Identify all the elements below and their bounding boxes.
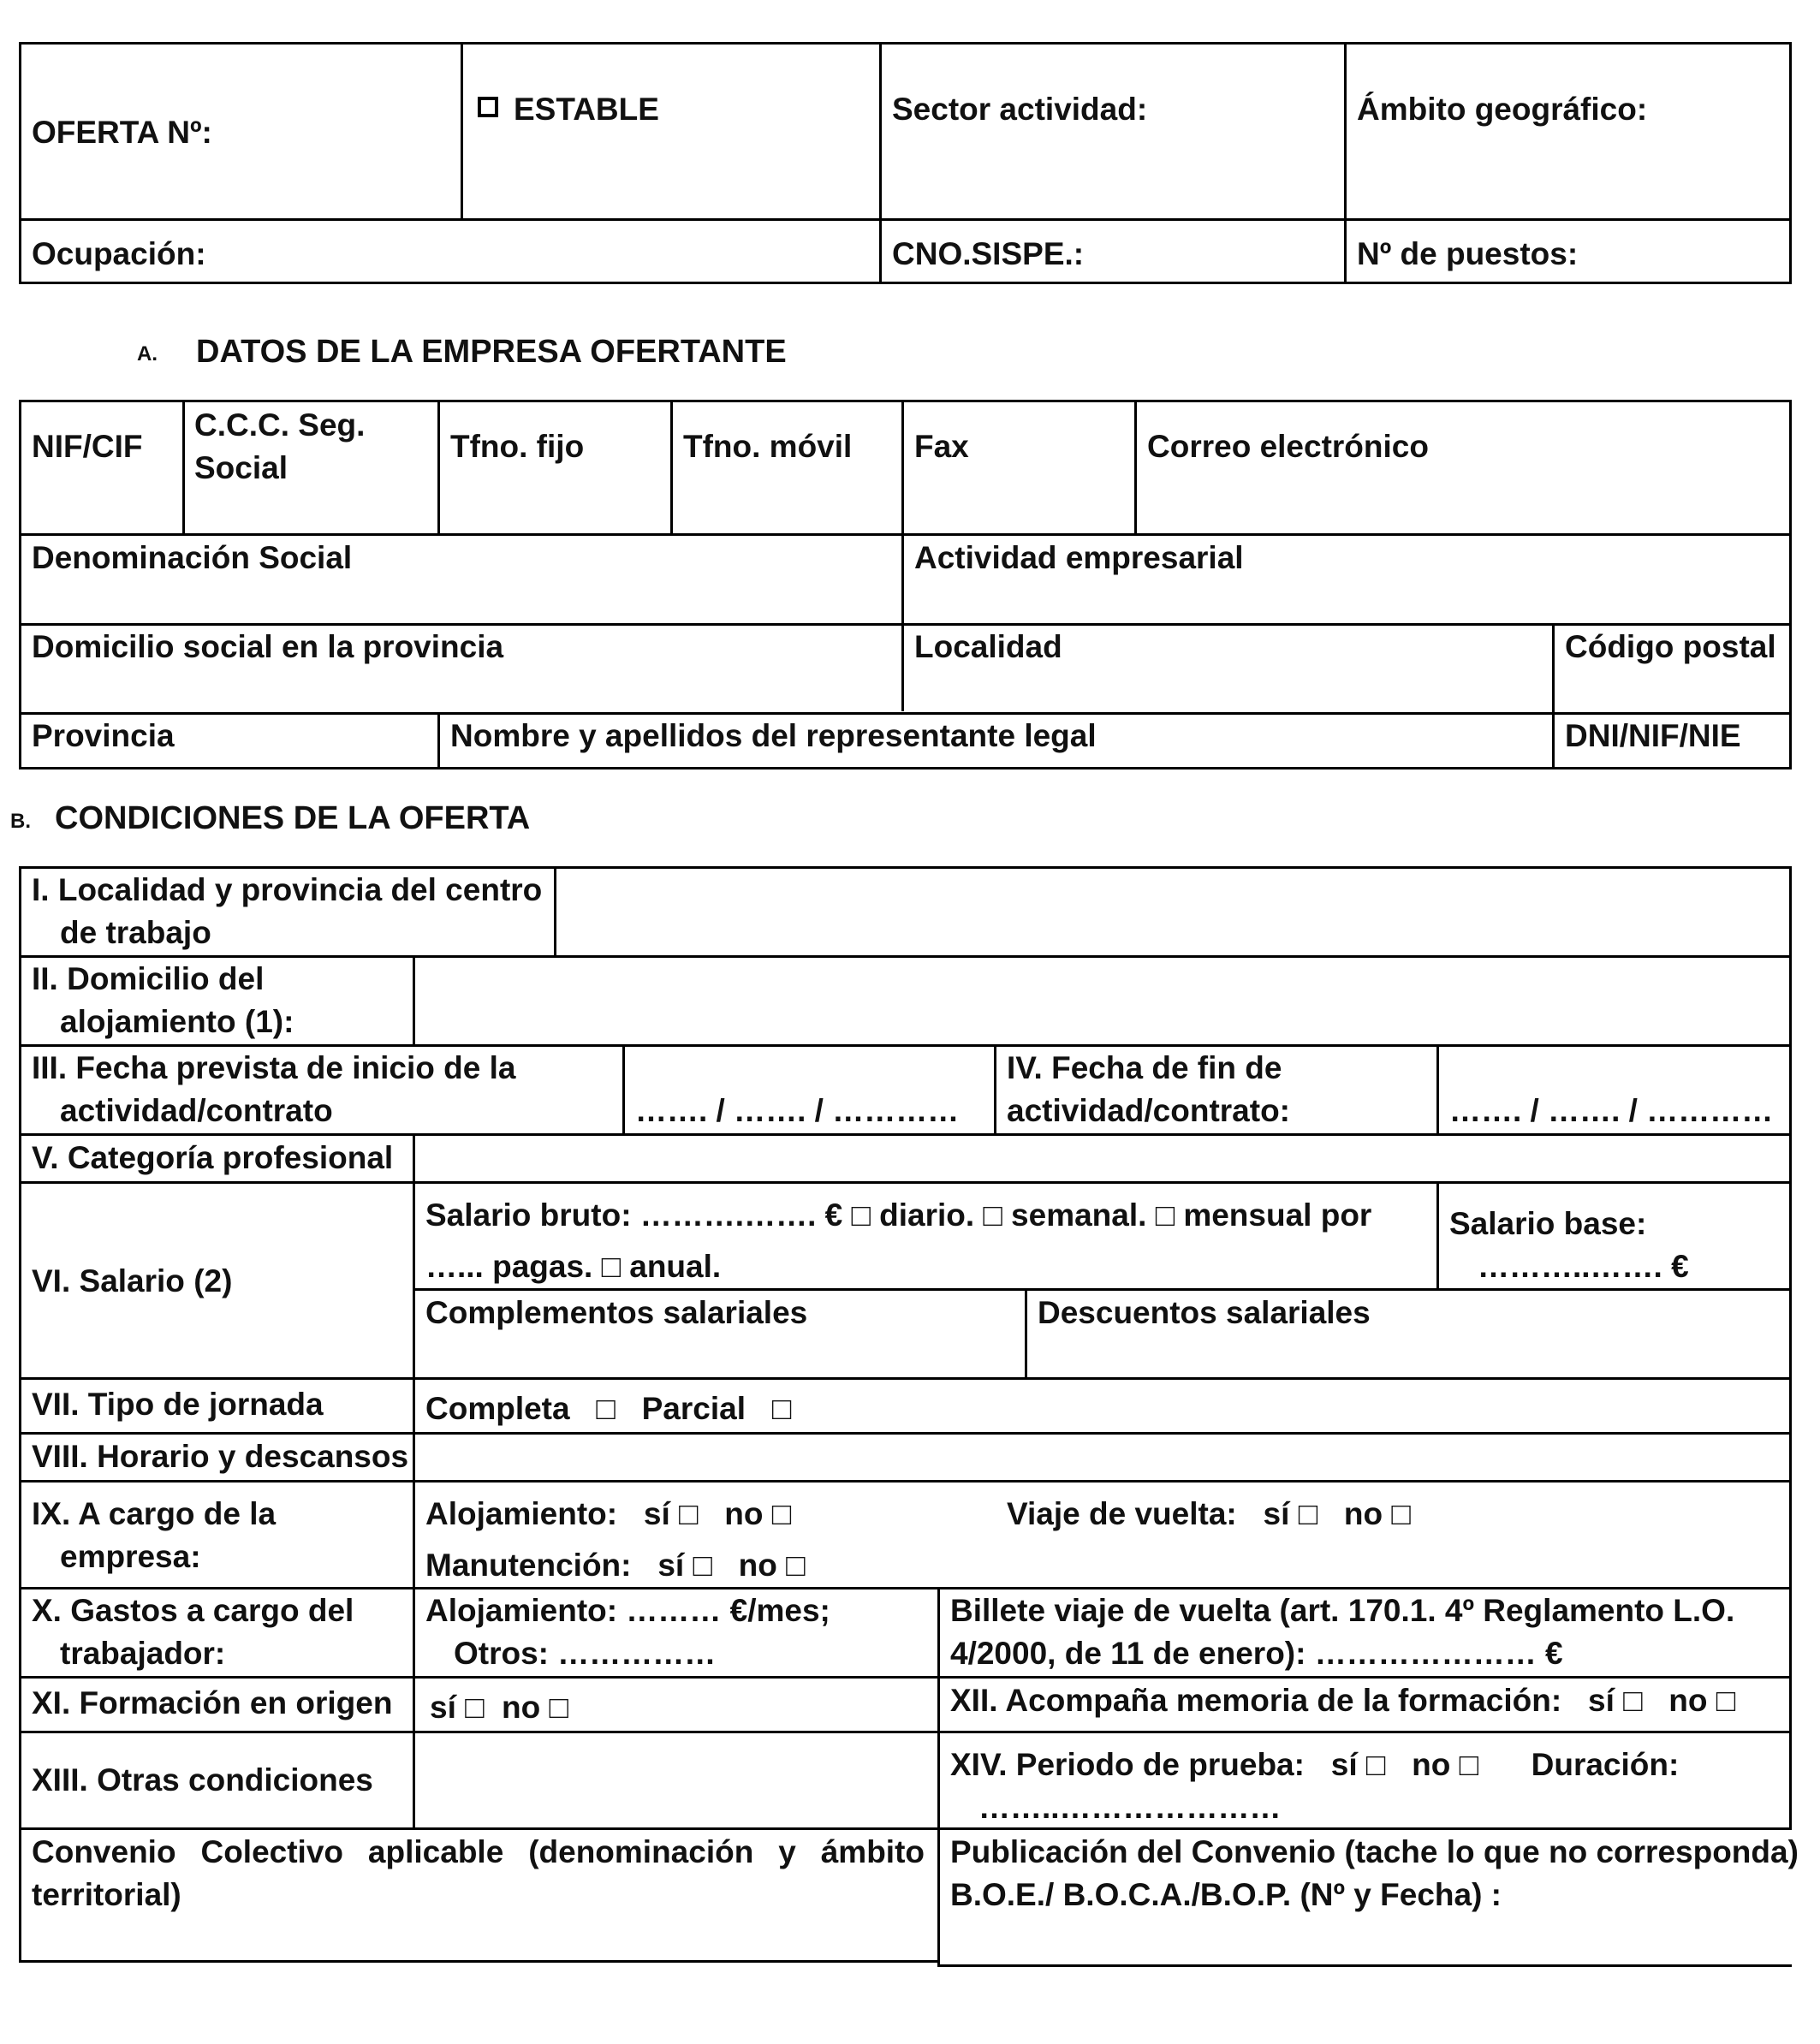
- tfno-fijo-label: Tfno. fijo: [450, 429, 585, 464]
- publicacion-line1: Publicación del Convenio (tache lo que no corresponda): [950, 1834, 1799, 1869]
- sector-actividad-label: Sector actividad:: [892, 92, 1148, 127]
- complementos-label: Complementos salariales: [425, 1295, 808, 1330]
- manutencion-options[interactable]: Manutención: sí □ no □: [425, 1548, 806, 1583]
- item-xi-label: XI. Formación en origen: [32, 1685, 393, 1720]
- item-ix-line1: IX. A cargo de la: [32, 1496, 277, 1531]
- billete-line2[interactable]: 4/2000, de 11 de enero): ………………… €: [950, 1636, 1563, 1671]
- cno-sispe-label: CNO.SISPE.:: [892, 236, 1085, 271]
- item-vii-label: VII. Tipo de jornada: [32, 1387, 324, 1422]
- item-ii-line2: alojamiento (1):: [60, 1004, 294, 1039]
- section-b-letter: B.: [10, 810, 31, 833]
- salario-bruto-line2[interactable]: …... pagas. □ anual.: [425, 1249, 722, 1284]
- ccc-label-line1: C.C.C. Seg.: [194, 407, 366, 443]
- salario-base-field[interactable]: ………..……. €: [1478, 1249, 1689, 1284]
- item-x-line1: X. Gastos a cargo del: [32, 1593, 354, 1628]
- salario-bruto-line1[interactable]: Salario bruto: ……….……. € □ diario. □ semanal. □ mensual por: [425, 1197, 1372, 1233]
- fax-label: Fax: [914, 429, 969, 464]
- denominacion-social-label: Denominación Social: [32, 540, 353, 575]
- item-iv-line1: IV. Fecha de fin de: [1007, 1050, 1282, 1085]
- domicilio-social-label: Domicilio social en la provincia: [32, 629, 504, 664]
- dni-label: DNI/NIF/NIE: [1565, 718, 1741, 753]
- gastos-otros-field[interactable]: Otros: ……………: [454, 1636, 717, 1671]
- item-ix-line2: empresa:: [60, 1539, 201, 1574]
- section-a-title: DATOS DE LA EMPRESA OFERTANTE: [196, 334, 787, 370]
- billete-line1: Billete viaje de vuelta (art. 170.1. 4º Reglamento L.O.: [950, 1593, 1735, 1628]
- end-date-field[interactable]: ……. / ……. / …………: [1449, 1093, 1774, 1128]
- gastos-alojamiento-field[interactable]: Alojamiento: ……… €/mes;: [425, 1593, 830, 1628]
- ccc-label-line2: Social: [194, 450, 288, 485]
- viaje-vuelta-options[interactable]: Viaje de vuelta: sí □ no □: [1007, 1496, 1411, 1531]
- item-iii-line1: III. Fecha prevista de inicio de la: [32, 1050, 516, 1085]
- representante-label: Nombre y apellidos del representante legal: [450, 718, 1097, 753]
- oferta-label: OFERTA Nº:: [32, 115, 212, 150]
- item-x-line2: trabajador:: [60, 1636, 226, 1671]
- item-ii-line1: II. Domicilio del: [32, 961, 265, 996]
- item-v-label: V. Categoría profesional: [32, 1140, 394, 1175]
- duracion-field[interactable]: ……..…………………: [978, 1790, 1282, 1825]
- descuentos-label: Descuentos salariales: [1038, 1295, 1371, 1330]
- item-xii-label[interactable]: XII. Acompaña memoria de la formación: sí □ no □: [950, 1683, 1736, 1718]
- codigo-postal-label: Código postal: [1565, 629, 1776, 664]
- localidad-label: Localidad: [914, 629, 1062, 664]
- item-iii-line2: actividad/contrato: [60, 1093, 333, 1128]
- alojamiento-empresa-options[interactable]: Alojamiento: sí □ no □: [425, 1496, 792, 1531]
- ocupacion-label: Ocupación:: [32, 236, 206, 271]
- item-vi-label: VI. Salario (2): [32, 1263, 233, 1298]
- actividad-empresarial-label: Actividad empresarial: [914, 540, 1244, 575]
- correo-label: Correo electrónico: [1147, 429, 1429, 464]
- salario-base-label: Salario base:: [1449, 1206, 1647, 1241]
- item-iv-line2: actividad/contrato:: [1007, 1093, 1290, 1128]
- item-i-line1: I. Localidad y provincia del centro: [32, 872, 543, 907]
- puestos-label: Nº de puestos:: [1357, 236, 1579, 271]
- section-a-letter: A.: [137, 342, 158, 365]
- ambito-geografico-label: Ámbito geográfico:: [1357, 92, 1648, 127]
- publicacion-line2: B.O.E./ B.O.C.A./B.O.P. (Nº y Fecha) :: [950, 1877, 1502, 1912]
- nif-cif-label: NIF/CIF: [32, 429, 143, 464]
- item-xiii-label: XIII. Otras condiciones: [32, 1762, 373, 1797]
- convenio-line1: Convenio Colectivo aplicable (denominación y ámbito: [32, 1834, 925, 1869]
- tfno-movil-label: Tfno. móvil: [683, 429, 853, 464]
- formacion-options[interactable]: sí □ no □: [430, 1690, 568, 1725]
- convenio-line2: territorial): [32, 1877, 181, 1912]
- start-date-field[interactable]: ……. / ……. / …………: [635, 1093, 960, 1128]
- jornada-options[interactable]: Completa □ Parcial □: [425, 1391, 792, 1426]
- estable-checkbox[interactable]: [478, 97, 498, 117]
- item-viii-label: VIII. Horario y descansos: [32, 1439, 409, 1474]
- section-b-title: CONDICIONES DE LA OFERTA: [55, 800, 531, 836]
- estable-label: ESTABLE: [514, 92, 659, 127]
- provincia-label: Provincia: [32, 718, 175, 753]
- item-i-line2: de trabajo: [60, 915, 211, 950]
- item-xiv-line1[interactable]: XIV. Periodo de prueba: sí □ no □ Duración:: [950, 1747, 1680, 1782]
